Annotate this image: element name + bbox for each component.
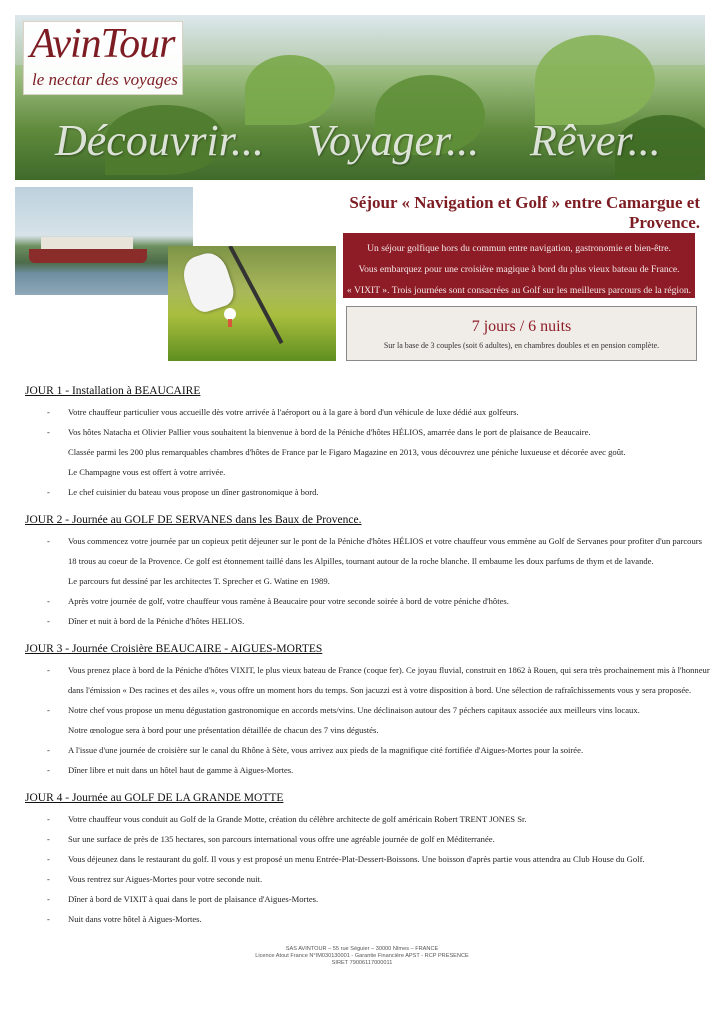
header-banner xyxy=(15,15,705,180)
trip-duration: 7 jours / 6 nuits xyxy=(471,318,572,335)
itinerary-item: - Votre chauffeur particulier vous accueille dès votre arrivée à l'aéroport ou à la gare à bord d'un véhicule de luxe dédié aux golfeurs. xyxy=(25,402,705,422)
intro-line: Vous embarquez pour une croisière magique à bord du plus vieux bateau de France. xyxy=(358,264,680,275)
itinerary-item: - Vous rentrez sur Aigues-Mortes pour votre seconde nuit. xyxy=(25,869,705,889)
golf-glove xyxy=(178,249,237,316)
intro-line: Un séjour golfique hors du commun entre navigation, gastronomie et bien-être. xyxy=(367,243,671,254)
itinerary-item: - Vous commencez votre journée par un copieux petit déjeuner sur le pont de la Péniche d'hôtes HÉLIOS et votre chauffeur vous emmène au Golf de Servanes pour profiter d'un parcours xyxy=(25,531,705,551)
day-spacer xyxy=(25,631,705,638)
avintour-logo[interactable] xyxy=(23,21,183,95)
itinerary-item: - Votre chauffeur vous conduit au Golf de la Grande Motte, création du célèbre architecte de golf américain Robert TRENT JONES Sr. xyxy=(25,809,705,829)
itinerary-item: - Vos hôtes Natacha et Olivier Pallier vous souhaitent la bienvenue à bord de la Péniche d'hôtes HÉLIOS, amarrée dans le port de plaisance de Beaucaire. xyxy=(25,422,705,442)
day-title: JOUR 4 - Journée au GOLF DE LA GRANDE MOTTE xyxy=(25,792,284,804)
motto-travel: Voyager... xyxy=(307,116,480,165)
day-spacer xyxy=(25,780,705,787)
day-title: JOUR 3 - Journée Croisière BEAUCAIRE - AIGUES-MORTES xyxy=(25,643,323,655)
itinerary-item: - Après votre journée de golf, votre chauffeur vous ramène à Beaucaire pour votre seconde soirée à bord de votre péniche d'hôtes. xyxy=(25,591,705,611)
golf-club xyxy=(228,246,283,344)
itinerary-item: - Le chef cuisinier du bateau vous propose un dîner gastronomique à bord. xyxy=(25,482,705,502)
trip-basis: Sur la base de 3 couples (soit 6 adultes), en chambres doubles et en pension complète. xyxy=(383,341,660,350)
itinerary xyxy=(25,380,710,929)
motto-discover: Découvrir... xyxy=(55,116,264,165)
itinerary-item: dans l'émission « Des racines et des ailes », vous offre un moment hors du temps. Son jacuzzi est à votre disposition à bord. Une sélection de rafraîchissements vous y sera proposée. xyxy=(68,685,692,695)
itinerary-item: Classée parmi les 200 plus remarquables chambres d'hôtes de France par le Figaro Magazine en 2013, vous découvrez une péniche luxueuse et décorée avec goût. xyxy=(68,447,626,457)
itinerary-item: Notre œnologue sera à bord pour une présentation détaillée de chacun des 7 vins dégustés. xyxy=(68,725,379,735)
golf-tee xyxy=(228,319,232,327)
day-spacer xyxy=(25,502,705,509)
itinerary-item: - Dîner libre et nuit dans un hôtel haut de gamme à Aigues-Mortes. xyxy=(25,760,705,780)
footer-siret: SIRET 79006117000011 xyxy=(331,960,393,966)
itinerary-item: - Sur une surface de près de 135 hectares, son parcours international vous offre une agréable journée de golf en Méditerranée. xyxy=(25,829,705,849)
vine-leaf xyxy=(535,35,655,125)
intro-line: « VIXIT ». Trois journées sont consacrées au Golf sur les meilleurs parcours de la région. xyxy=(346,285,692,296)
itinerary-item: 18 trous au coeur de la Provence. Ce golf est étonnement taillé dans les Alpilles, tournant autour de la roche blanche. Il embaume les doux parfums de thym et de lavande. xyxy=(68,556,654,566)
golf-photo xyxy=(168,246,336,361)
footer-address: SAS AVINTOUR – 55 rue Séguier – 30000 Nîmes – FRANCE xyxy=(285,946,439,952)
day-title: JOUR 1 - Installation à BEAUCAIRE xyxy=(25,385,201,397)
itinerary-item: Le parcours fut dessiné par les architectes T. Sprecher et G. Watine en 1989. xyxy=(68,576,330,586)
itinerary-item: Le Champagne vous est offert à votre arrivée. xyxy=(68,467,226,477)
page-title: Séjour « Navigation et Golf » entre Camargue et Provence. xyxy=(349,193,700,232)
intro-box xyxy=(343,233,695,298)
itinerary-item: - Notre chef vous propose un menu dégustation gastronomique en accords mets/vins. Une déclinaison autour des 7 péchers capitaux associée aux meilleurs vins locaux. xyxy=(25,700,705,720)
itinerary-item: - Vous prenez place à bord de la Péniche d'hôtes VIXIT, le plus vieux bateau de France (coque fer). Ce joyau fluvial, construit en 1862 à Rouen, qui sera très prochainement mis à l'honneur xyxy=(25,660,705,680)
footer xyxy=(0,946,724,967)
itinerary-item: - Dîner à bord de VIXIT à quai dans le port de plaisance d'Aigues-Mortes. xyxy=(25,889,705,909)
itinerary-item: - A l'issue d'une journée de croisière sur le canal du Rhône à Sète, vous arrivez aux pieds de la magnifique cité fortifiée d'Aigues-Mortes pour la soirée. xyxy=(25,740,705,760)
footer-licence: Licence Atout France N°IM030130001 - Garantie Financière APST - RCP PRESENCE xyxy=(255,953,469,959)
logo-main-text: AvinTour xyxy=(30,21,175,67)
motto-dream: Rêver... xyxy=(530,116,661,165)
day-title: JOUR 2 - Journée au GOLF DE SERVANES dans les Baux de Provence. xyxy=(25,514,362,526)
logo-tagline: le nectar des voyages xyxy=(32,70,178,89)
summary-box xyxy=(346,306,697,361)
barge-photo xyxy=(15,187,193,295)
itinerary-item: - Vous déjeunez dans le restaurant du golf. Il vous y est proposé un menu Entrée-Plat-Dessert-Boissons. Une boisson d'après partie vous attendra au Club House du Golf. xyxy=(25,849,705,869)
itinerary-item: - Nuit dans votre hôtel à Aigues-Mortes. xyxy=(25,909,705,929)
barge-hull xyxy=(29,249,147,263)
itinerary-item: - Dîner et nuit à bord de la Péniche d'hôtes HELIOS. xyxy=(25,611,705,631)
